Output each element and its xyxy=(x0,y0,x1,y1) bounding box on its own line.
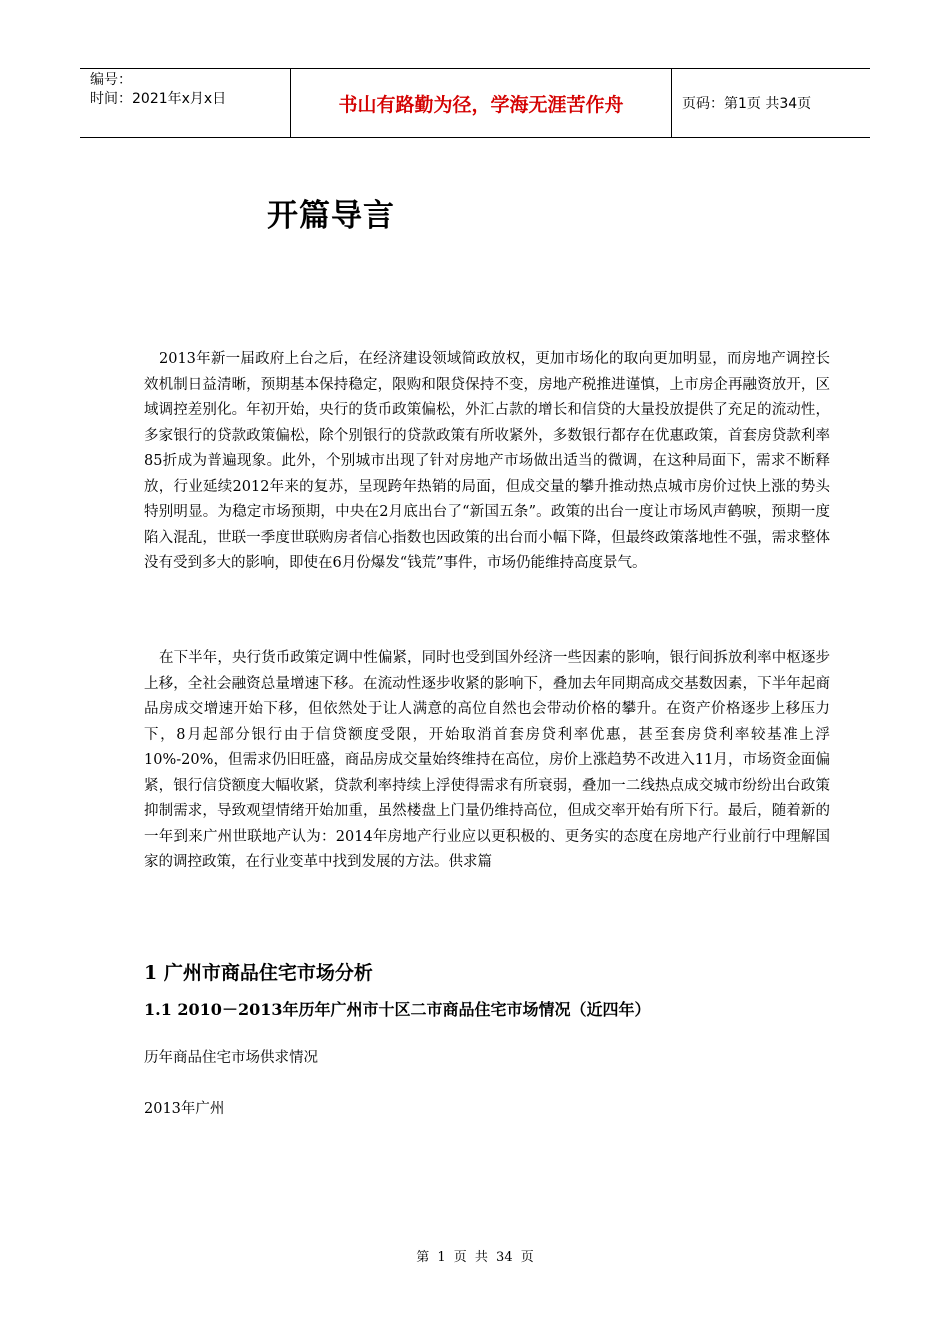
header-motto: 书山有路勤为径，学海无涯苦作舟 xyxy=(290,69,672,137)
supply-demand-label: 历年商品住宅市场供求情况 xyxy=(144,1050,318,1066)
section-heading-1: 1 广州市商品住宅市场分析 xyxy=(144,962,373,984)
year-label: 2013年广州 xyxy=(144,1101,225,1117)
intro-paragraph-2: 在下半年，央行货币政策定调中性偏紧，同时也受到国外经济一些因素的影响，银行间拆放利率中枢逐步上移，全社会融资总量增速下移。在流动性逐步收紧的影响下，叠加去年同期高成交基数因素，下半年起商品房成交增速开始下移，但依然处于让人满意的高位自然也会带动价格的攀升。在资产价格逐步上移压力下，8月起部分银行由于信贷额度受限，开始取消首套房贷利率优惠，甚至套房贷利率较基准上浮10%-20%，但需求仍旧旺盛，商品房成交量始终维持在高位，房价上涨趋势不改进入11月，市场资金面偏紧，银行信贷额度大幅收紧，贷款利率持续上浮使得需求有所衰弱，叠加一二线热点成交城市纷纷出台政策抑制需求，导致观望情绪开始加重，虽然楼盘上门量仍维持高位，但成交率开始有所下行。最后，随着新的一年到来广州世联地产认为：2014年房地产行业应以更积极的、更务实的态度在房地产行业前行中理解国家的调控政策，在行业变革中找到发展的方法。供求篇 xyxy=(144,650,830,870)
number-label: 编号： xyxy=(90,72,132,88)
document-title: 开篇导言 xyxy=(267,198,395,234)
header-meta xyxy=(80,69,290,137)
time-label: 时间：2021年x月x日 xyxy=(90,91,227,107)
page-footer: 第 1 页 共 34 页 xyxy=(416,1250,534,1265)
header-page-info: 页码：第1页 共34页 xyxy=(682,96,812,112)
document-header xyxy=(80,68,870,138)
intro-paragraph-1: 2013年新一届政府上台之后，在经济建设领域简政放权，更加市场化的取向更加明显，而房地产调控长效机制日益清晰，预期基本保持稳定，限购和限贷保持不变，房地产税推进谨慎，上市房企再融资放开，区域调控差别化。年初开始，央行的货币政策偏松，外汇占款的增长和信贷的大量投放提供了充足的流动性，多家银行的贷款政策偏松，除个别银行的贷款政策有所收紧外，多数银行都存在优惠政策，首套房贷款利率85折成为普遍现象。此外，个别城市出现了针对房地产市场做出适当的微调，在这种局面下，需求不断释放，行业延续2012年来的复苏，呈现跨年热销的局面，但成交量的攀升推动热点城市房价过快上涨的势头特别明显。为稳定市场预期，中央在2月底出台了“新国五条”。政策的出台一度让市场风声鹤唳，预期一度陷入混乱，世联一季度世联购房者信心指数也因政策的出台而小幅下降，但最终政策落地性不强，需求整体没有受到多大的影响，即使在6月份爆发“钱荒”事件，市场仍能维持高度景气。 xyxy=(144,351,830,571)
section-heading-1-1: 1.1 2010－2013年历年广州市十区二市商品住宅市场情况（近四年） xyxy=(144,1000,651,1019)
